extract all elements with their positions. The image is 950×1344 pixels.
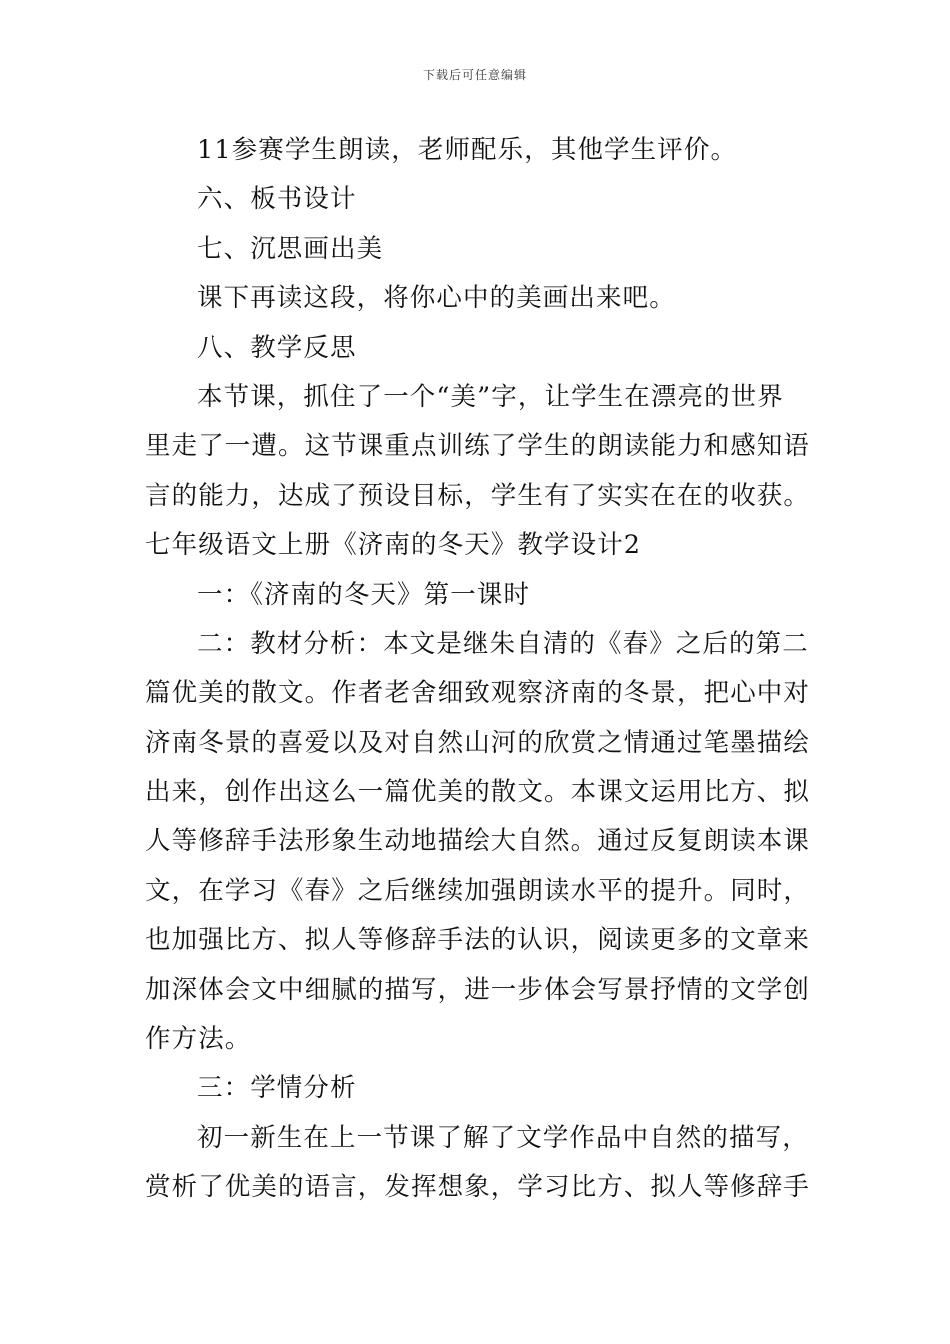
text-line: 也加强比方、拟人等修辞手法的认识，阅读更多的文章来 [145, 925, 811, 956]
section-heading: 七、沉思画出美 [197, 233, 384, 264]
text-line: 言的能力，达成了预设目标，学生有了实实在在的收获。 [145, 480, 811, 511]
text-line: 11参赛学生朗读，老师配乐，其他学生评价。 [197, 135, 738, 165]
section-heading: 三：学情分析 [197, 1073, 357, 1104]
document-title: 七年级语文上册《济南的冬天》教学设计2 [145, 530, 642, 561]
text-line: 课下再读这段，将你心中的美画出来吧。 [197, 283, 676, 314]
text-line: 出来，创作出这么一篇优美的散文。本课文运用比方、拟 [145, 777, 811, 808]
text-line: 本节课，抓住了一个“美”字，让学生在漂亮的世界 [197, 381, 784, 412]
text-line: 初一新生在上一节课了解了文学作品中自然的描写， [197, 1122, 809, 1153]
text-line: 赏析了优美的语言，发挥想象，学习比方、拟人等修辞手 [145, 1172, 811, 1203]
text-line: 人等修辞手法形象生动地描绘大自然。通过反复朗读本课 [145, 826, 811, 857]
text-line: 济南冬景的喜爱以及对自然山河的欣赏之情通过笔墨描绘 [145, 727, 811, 758]
document-body [145, 126, 815, 1213]
section-heading: 八、教学反思 [197, 332, 357, 363]
text-line: 里走了一遭。这节课重点训练了学生的朗读能力和感知语 [145, 431, 811, 462]
text-line: 文，在学习《春》之后继续加强朗读水平的提升。同时， [145, 875, 811, 906]
section-heading: 六、板书设计 [197, 184, 357, 215]
section-heading: 一：《济南的冬天》第一课时 [197, 579, 531, 610]
text-line: 加深体会文中细腻的描写，进一步体会写景抒情的文学创 [145, 974, 811, 1005]
text-line: 篇优美的散文。作者老舍细致观察济南的冬景，把心中对 [145, 678, 811, 709]
text-line: 二：教材分析：本文是继朱自清的《春》之后的第二 [197, 628, 809, 659]
page-header-note: 下载后可任意编辑 [422, 68, 527, 82]
text-line: 作方法。 [145, 1024, 252, 1055]
